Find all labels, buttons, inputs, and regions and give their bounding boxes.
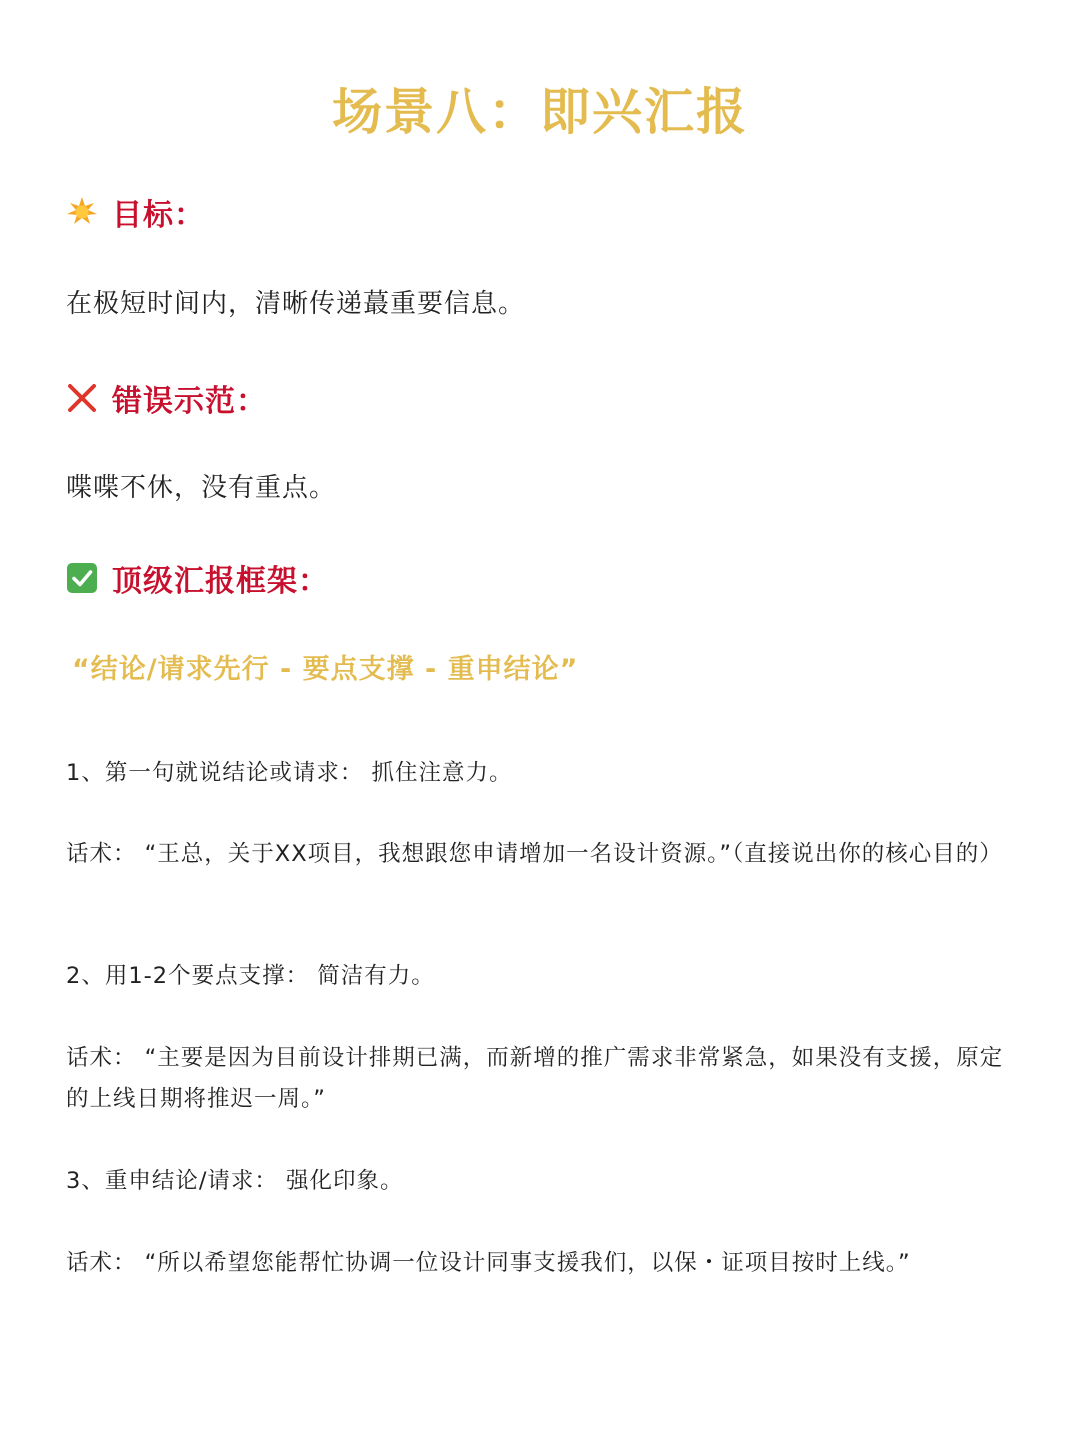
goal-heading-label: 目标： — [112, 198, 205, 233]
goal-heading — [66, 190, 205, 234]
step-2-point: 2、用1-2个要点支撑： 简洁有力。 — [66, 963, 435, 989]
wrong-text: 喋喋不休，没有重点。 — [66, 473, 337, 503]
framework-heading-label: 顶级汇报框架： — [112, 564, 329, 599]
step-1-point: 1、第一句就说结论或请求： 抓住注意力。 — [66, 760, 513, 786]
step-1-script: 话术： “王总，关于XX项目，我想跟您申请增加一名设计资源。”（直接说出你的核心目的） — [66, 841, 1003, 867]
goal-text: 在极短时间内，清晰传递蕞重要信息。 — [66, 289, 526, 319]
framework-quote: “结论/请求先行 - 要点支撑 - 重申结论” — [72, 654, 579, 685]
wrong-heading-label: 错误示范： — [112, 384, 267, 419]
cross-icon — [66, 382, 98, 414]
framework-heading — [66, 556, 329, 600]
step-3-point: 3、重申结论/请求： 强化印象。 — [66, 1168, 404, 1194]
check-box-icon — [66, 562, 98, 594]
sun-icon — [66, 196, 98, 228]
step-2-script: 话术： “主要是因为目前设计排期已满，而新增的推广需求非常紧急，如果没有支援，原定的上线日期将推迟一周。” — [66, 1045, 1004, 1112]
step-3-script: 话术： “所以希望您能帮忙协调一位设计同事支援我们，以保・证项目按时上线。” — [66, 1250, 911, 1276]
wrong-heading — [66, 376, 267, 420]
page-title: 场景八：即兴汇报 — [332, 83, 748, 141]
